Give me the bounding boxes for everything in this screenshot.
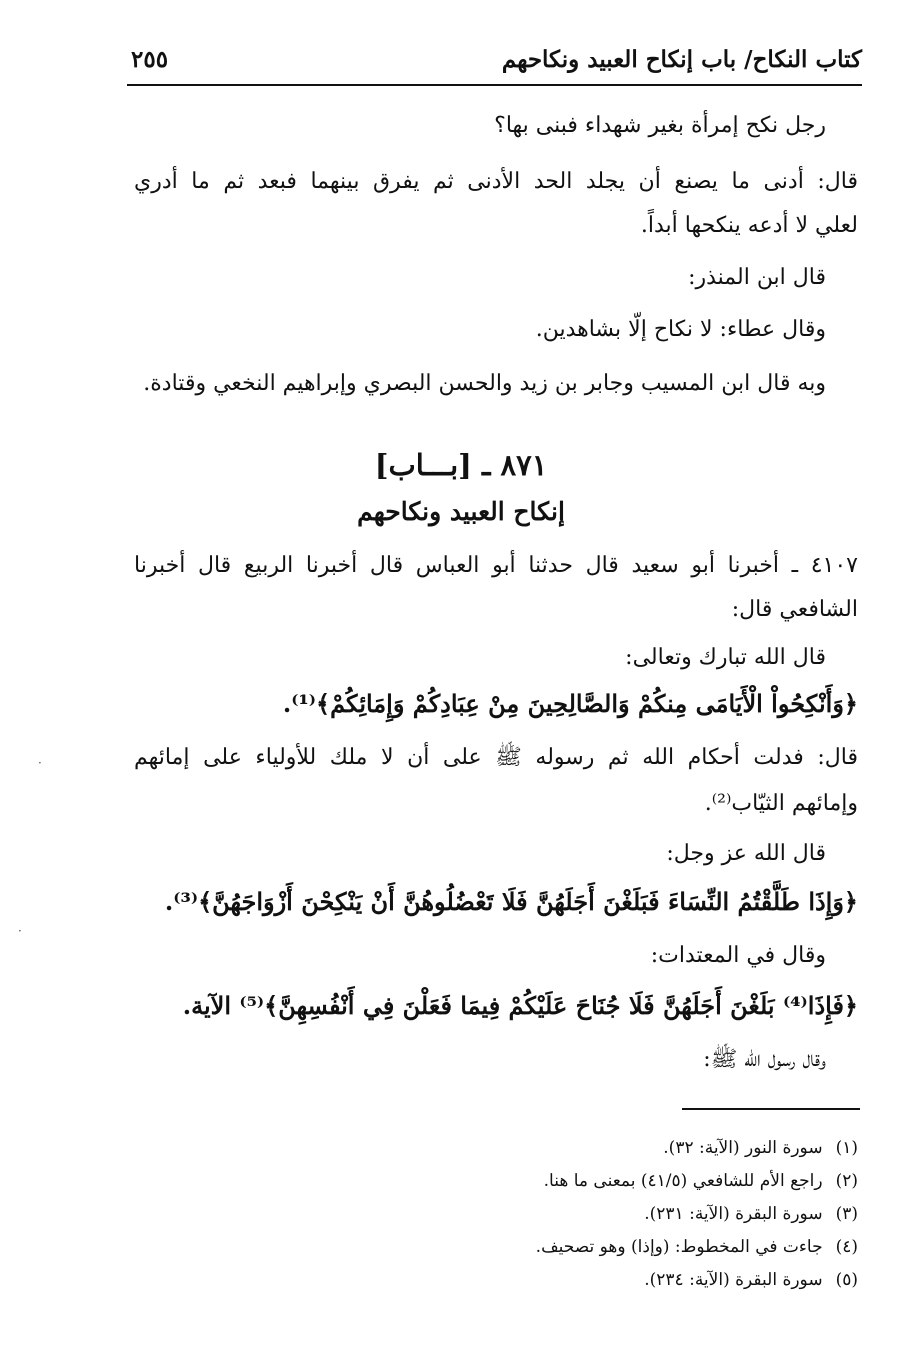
hadith-line1: ٤١٠٧ ـ أخبرنا أبو سعيد قال حدثنا أبو العباس قال أخبرنا الربيع قال أخبرنا: [134, 553, 858, 578]
quran-verse-2: ﴿وَإِذَا طَلَّقْتُمُ النِّسَاءَ فَبَلَغْنَ أَجَلَهُنَّ فَلَا تَعْضُلُوهُنَّ أَنْ يَنْكِحْنَ أَزْوَاجَهُنَّ﴾⁽³⁾.: [164, 887, 858, 916]
quran-intro-1: قال الله تبارك وتعالى:: [625, 645, 826, 670]
page-number: ٢٥٥: [131, 46, 169, 73]
running-head: كتاب النكاح/ باب إنكاح العبيد ونكاحهم: [501, 46, 862, 73]
footnote-5: [644, 1268, 858, 1292]
hadith-line2: الشافعي قال:: [731, 597, 858, 622]
paragraph-final: وقال رسول الله ﷺ:: [703, 1047, 826, 1072]
footnote-4: [536, 1235, 858, 1259]
footnote-3: [644, 1202, 858, 1226]
footnote-number: (٤): [835, 1237, 858, 1257]
footnote-text: سورة النور (الآية: ٣٢).: [663, 1138, 823, 1158]
chapter-title: إنكاح العبيد ونكاحهم: [357, 497, 565, 526]
paragraph-scholars: وبه قال ابن المسيب وجابر بن زيد والحسن البصري وإبراهيم النخعي وقتادة.: [143, 371, 826, 396]
quran-verse-1: ﴿وَأَنْكِحُواْ الْأَيَامَى مِنكُمْ وَالصَّالِحِينَ مِنْ عِبَادِكُمْ وَإِمَائِكُمْ﴾⁽¹⁾.: [282, 689, 858, 718]
footnote-number: (٣): [835, 1204, 858, 1224]
commentary-line1: قال: فدلت أحكام الله ثم رسوله ﷺ على أن لا ملك للأولياء على إمائهم: [134, 745, 858, 770]
paragraph-answer-line1: قال: أدنى ما يصنع أن يجلد الحد الأدنى ثم يفرق بينهما فبعد ثم ما أدري: [134, 169, 858, 194]
paragraph-ata: وقال عطاء: لا نكاح إلّا بشاهدين.: [535, 317, 826, 342]
quran-intro-2: قال الله عز وجل:: [666, 841, 826, 866]
paragraph-question: رجل نكح إمرأة بغير شهداء فبنى بها؟: [494, 113, 826, 138]
scan-speck: ·: [18, 924, 22, 938]
footnote-separator: [682, 1108, 860, 1110]
footnote-text: جاءت في المخطوط: (وإذا) وهو تصحيف.: [535, 1237, 823, 1257]
quran-verse-3: ﴿فَإِذَا⁽⁴⁾ بَلَغْنَ أَجَلَهُنَّ فَلَا جُنَاحَ عَلَيْكُمْ فِيمَا فَعَلْنَ فِي أَنْفُسِهِنَّ﴾⁽⁵⁾ الآية.: [182, 991, 858, 1020]
paragraph-ibn-mundhir: قال ابن المنذر:: [688, 265, 826, 290]
footnote-number: (٥): [835, 1270, 858, 1290]
commentary-line2: وإمائهم الثيّاب⁽²⁾.: [704, 791, 858, 816]
footnote-text: راجع الأم للشافعي (٤١/٥) بمعنى ما هنا.: [543, 1171, 823, 1191]
page-header: [127, 38, 862, 86]
paragraph-answer-line2: لعلي لا أدعه ينكحها أبداً.: [640, 213, 858, 238]
footnote-number: (١): [835, 1138, 858, 1158]
quran-intro-3: وقال في المعتدات:: [650, 943, 826, 968]
footnote-1: [663, 1136, 858, 1160]
footnote-2: [544, 1169, 858, 1193]
footnote-number: (٢): [835, 1171, 858, 1191]
footnote-text: سورة البقرة (الآية: ٢٣١).: [644, 1204, 823, 1224]
scan-speck: ·: [38, 756, 42, 770]
footnote-text: سورة البقرة (الآية: ٢٣٤).: [644, 1270, 823, 1290]
chapter-number: ٨٧١ ـ [بـــاب]: [374, 448, 548, 482]
